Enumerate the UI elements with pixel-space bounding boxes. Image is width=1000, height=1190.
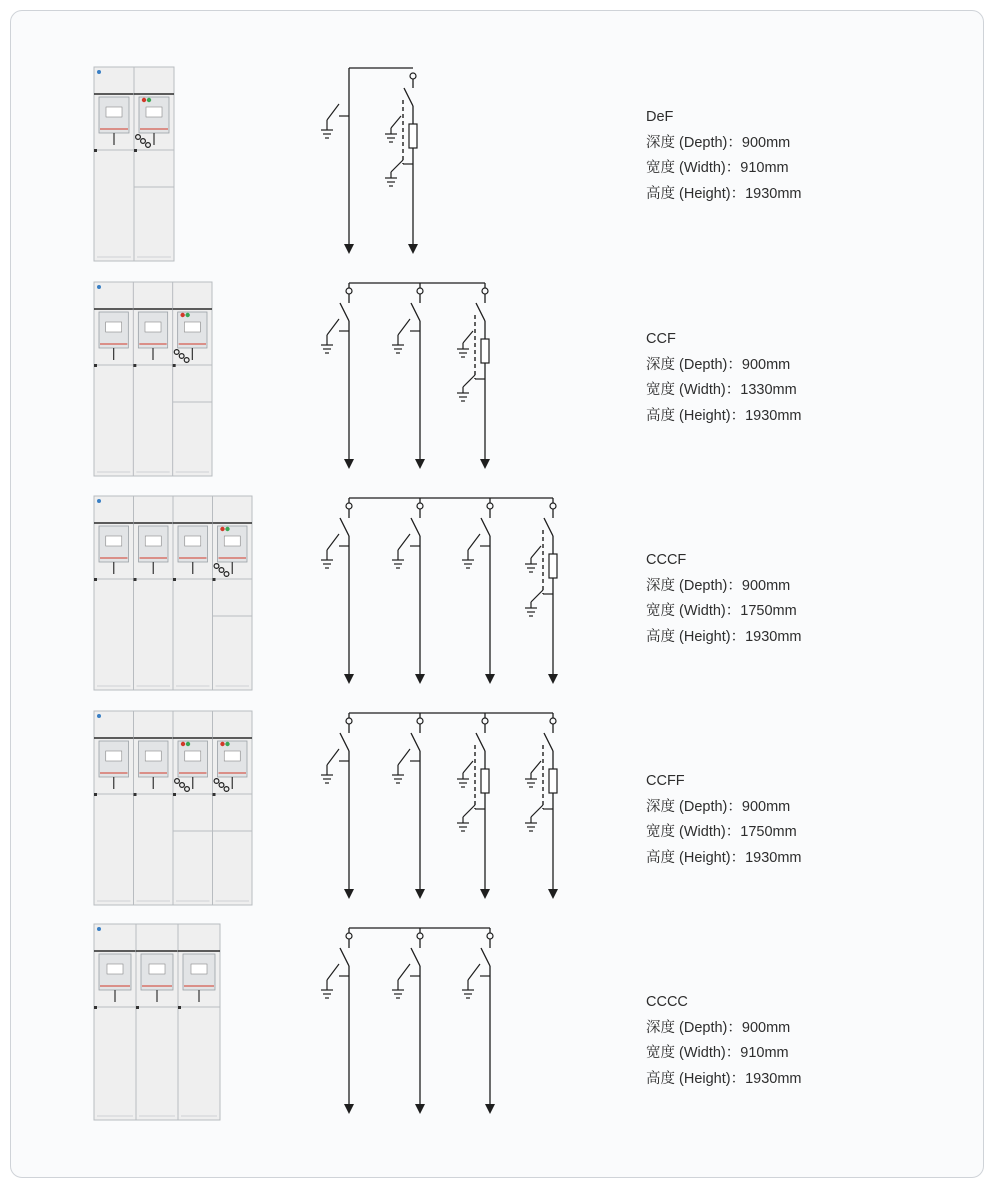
- output-arrow: [344, 459, 354, 469]
- earth-switch-blade: [327, 104, 339, 120]
- earth-switch-blade: [463, 805, 475, 817]
- status-light-green: [147, 98, 151, 102]
- latch-mark: [173, 793, 176, 796]
- earth-switch-blade: [463, 331, 473, 343]
- terminal-symbol: [487, 503, 493, 509]
- terminal-symbol: [346, 288, 352, 294]
- output-arrow: [344, 244, 354, 254]
- status-light-green: [225, 527, 229, 531]
- cabinet-illustration: [0, 705, 300, 915]
- height-spec: 高度 (Height)：1930mm: [646, 185, 802, 202]
- brand-logo-icon: [97, 927, 101, 931]
- terminal-symbol: [346, 503, 352, 509]
- height-spec: 高度 (Height)：1930mm: [646, 849, 802, 866]
- earth-switch-blade: [531, 546, 541, 558]
- latch-mark: [136, 1006, 139, 1009]
- cabinet-illustration: [0, 275, 300, 485]
- switch-blade: [404, 88, 413, 106]
- terminal-symbol: [482, 718, 488, 724]
- latch-mark: [94, 793, 97, 796]
- status-light-green: [225, 742, 229, 746]
- config-row-CCCF: [0, 490, 1000, 700]
- terminal-symbol: [482, 288, 488, 294]
- depth-spec: 深度 (Depth)：900mm: [646, 577, 791, 594]
- width-spec: 宽度 (Width)：1750mm: [646, 603, 797, 620]
- switch-blade: [340, 948, 349, 966]
- single-line-diagram: [300, 275, 600, 485]
- earth-switch-blade: [531, 805, 543, 817]
- earth-switch-blade: [531, 590, 543, 602]
- indicator-window: [224, 751, 240, 761]
- latch-mark: [213, 578, 216, 581]
- latch-mark: [173, 364, 176, 367]
- earth-switch-blade: [463, 375, 475, 387]
- output-arrow: [408, 244, 418, 254]
- latch-mark: [134, 793, 137, 796]
- terminal-symbol: [417, 503, 423, 509]
- earth-switch-blade: [468, 534, 480, 550]
- depth-spec: 深度 (Depth)：900mm: [646, 798, 791, 815]
- fuse-symbol: [481, 339, 489, 363]
- indicator-window: [106, 107, 122, 117]
- single-line-diagram: [300, 490, 600, 700]
- width-spec: 宽度 (Width)：910mm: [646, 160, 789, 177]
- terminal-symbol: [550, 718, 556, 724]
- spec-block: [646, 327, 802, 429]
- output-arrow: [548, 889, 558, 899]
- latch-mark: [94, 364, 97, 367]
- depth-spec: 深度 (Depth)：900mm: [646, 1019, 791, 1036]
- indicator-window: [185, 751, 201, 761]
- cabinet-body: [94, 924, 220, 1120]
- cabinet-illustration: [0, 920, 300, 1130]
- output-arrow: [415, 674, 425, 684]
- spec-block: [646, 990, 802, 1092]
- latch-mark: [133, 364, 136, 367]
- switch-blade: [340, 518, 349, 536]
- indicator-window: [146, 107, 162, 117]
- config-code: DeF: [646, 109, 674, 125]
- config-row-CCF: [0, 275, 1000, 485]
- height-spec: 高度 (Height)：1930mm: [646, 1070, 802, 1087]
- output-arrow: [480, 459, 490, 469]
- indicator-window: [184, 322, 200, 332]
- single-line-diagram: [300, 60, 600, 270]
- indicator-window: [224, 536, 240, 546]
- fuse-symbol: [549, 769, 557, 793]
- fuse-symbol: [549, 554, 557, 578]
- config-code: CCCC: [646, 994, 688, 1010]
- indicator-window: [106, 322, 122, 332]
- config-row-DeF: [0, 60, 1000, 270]
- terminal-symbol: [417, 933, 423, 939]
- width-spec: 宽度 (Width)：910mm: [646, 1045, 789, 1062]
- indicator-window: [106, 751, 122, 761]
- earth-switch-blade: [398, 749, 410, 765]
- earth-switch-blade: [468, 964, 480, 980]
- terminal-symbol: [487, 933, 493, 939]
- indicator-window: [106, 536, 122, 546]
- depth-spec: 深度 (Depth)：900mm: [646, 356, 791, 373]
- switch-blade: [544, 518, 553, 536]
- spec-block: [646, 105, 802, 207]
- latch-mark: [94, 149, 97, 152]
- switch-blade: [544, 733, 553, 751]
- output-arrow: [344, 674, 354, 684]
- earth-switch-blade: [327, 749, 339, 765]
- earth-switch-blade: [327, 964, 339, 980]
- brand-logo-icon: [97, 714, 101, 718]
- status-light-red: [142, 98, 146, 102]
- status-light-green: [186, 742, 190, 746]
- switch-blade: [411, 518, 420, 536]
- output-arrow: [344, 1104, 354, 1114]
- indicator-window: [145, 536, 161, 546]
- output-arrow: [548, 674, 558, 684]
- output-arrow: [485, 1104, 495, 1114]
- height-spec: 高度 (Height)：1930mm: [646, 628, 802, 645]
- depth-spec: 深度 (Depth)：900mm: [646, 134, 791, 151]
- latch-mark: [134, 578, 137, 581]
- width-spec: 宽度 (Width)：1750mm: [646, 824, 797, 841]
- indicator-window: [145, 322, 161, 332]
- status-light-red: [220, 742, 224, 746]
- width-spec: 宽度 (Width)：1330mm: [646, 382, 797, 399]
- latch-mark: [94, 578, 97, 581]
- latch-mark: [178, 1006, 181, 1009]
- earth-switch-blade: [398, 319, 410, 335]
- fuse-symbol: [481, 769, 489, 793]
- config-row-CCCC: [0, 920, 1000, 1130]
- cabinet-illustration: [0, 60, 300, 270]
- spec-block: [646, 769, 802, 871]
- single-line-diagram: [300, 920, 600, 1130]
- switch-blade: [411, 948, 420, 966]
- status-light-red: [220, 527, 224, 531]
- earth-switch-blade: [327, 534, 339, 550]
- output-arrow: [485, 674, 495, 684]
- switch-blade: [476, 303, 485, 321]
- earth-switch-blade: [391, 116, 401, 128]
- config-code: CCFF: [646, 773, 685, 789]
- output-arrow: [415, 459, 425, 469]
- terminal-symbol: [346, 718, 352, 724]
- single-line-diagram: [300, 705, 600, 915]
- earth-switch-blade: [327, 319, 339, 335]
- indicator-window: [145, 751, 161, 761]
- indicator-window: [149, 964, 165, 974]
- output-arrow: [344, 889, 354, 899]
- earth-switch-blade: [531, 761, 541, 773]
- status-light-green: [185, 313, 189, 317]
- status-light-red: [180, 313, 184, 317]
- fuse-symbol: [409, 124, 417, 148]
- output-arrow: [480, 889, 490, 899]
- earth-switch-blade: [391, 160, 403, 172]
- earth-switch-blade: [398, 534, 410, 550]
- cabinet-illustration: [0, 490, 300, 700]
- terminal-symbol: [410, 73, 416, 79]
- brand-logo-icon: [97, 499, 101, 503]
- earth-switch-blade: [463, 761, 473, 773]
- config-code: CCCF: [646, 552, 687, 568]
- config-row-CCFF: [0, 705, 1000, 915]
- terminal-symbol: [417, 718, 423, 724]
- spec-block: [646, 548, 802, 650]
- switch-blade: [411, 733, 420, 751]
- height-spec: 高度 (Height)：1930mm: [646, 407, 802, 424]
- indicator-window: [185, 536, 201, 546]
- earth-switch-blade: [398, 964, 410, 980]
- switch-blade: [476, 733, 485, 751]
- output-arrow: [415, 889, 425, 899]
- latch-mark: [134, 149, 137, 152]
- terminal-symbol: [346, 933, 352, 939]
- switch-blade: [340, 303, 349, 321]
- brand-logo-icon: [97, 285, 101, 289]
- status-light-red: [181, 742, 185, 746]
- indicator-window: [107, 964, 123, 974]
- config-code: CCF: [646, 331, 676, 347]
- cabinet-body: [94, 282, 212, 476]
- terminal-symbol: [550, 503, 556, 509]
- brand-logo-icon: [97, 70, 101, 74]
- switch-blade: [411, 303, 420, 321]
- switch-blade: [481, 518, 490, 536]
- latch-mark: [94, 1006, 97, 1009]
- switch-blade: [481, 948, 490, 966]
- terminal-symbol: [417, 288, 423, 294]
- latch-mark: [173, 578, 176, 581]
- switch-blade: [340, 733, 349, 751]
- indicator-window: [191, 964, 207, 974]
- output-arrow: [415, 1104, 425, 1114]
- latch-mark: [213, 793, 216, 796]
